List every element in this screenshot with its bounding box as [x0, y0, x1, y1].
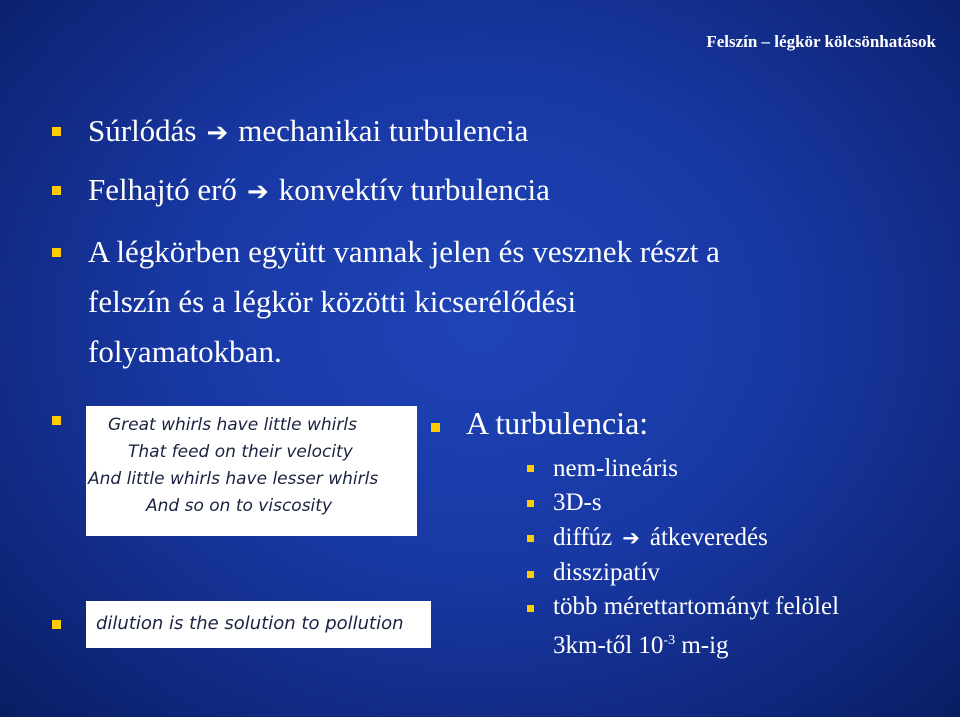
- friction-label: Súrlódás: [88, 113, 197, 148]
- quote-line-1: Great whirls have little whirls: [108, 415, 357, 435]
- convective-turbulence-label: konvektív turbulencia: [278, 172, 550, 207]
- sub-bullet-marker: [527, 605, 534, 612]
- bullet-marker: [431, 423, 440, 432]
- dilution-box: [86, 601, 431, 648]
- bullet-friction: [88, 106, 528, 158]
- sub-bullet-marker: [527, 535, 534, 542]
- turbulence-diffuse: [553, 521, 768, 555]
- bullet-marker: [52, 127, 61, 136]
- turbulence-title: A turbulencia:: [466, 405, 649, 441]
- sub-bullet-marker: [527, 571, 534, 578]
- right-arrow-icon: ➔: [206, 118, 229, 148]
- mechanical-turbulence-label: mechanikai turbulencia: [238, 113, 529, 148]
- turbulence-3d: 3D-s: [553, 489, 602, 516]
- bullet-marker: [52, 416, 61, 425]
- bullet-marker: [52, 248, 61, 257]
- quote-line-2: That feed on their velocity: [128, 442, 353, 462]
- dilution-text: dilution is the solution to pollution: [96, 613, 404, 634]
- bullet-atmosphere-line3: folyamatokban.: [88, 334, 282, 369]
- buoyancy-label: Felhajtó erő: [88, 172, 237, 207]
- right-arrow-icon: ➔: [622, 526, 640, 550]
- mixing-label: átkeveredés: [649, 524, 768, 551]
- bullet-atmosphere-line2: felszín és a légkör közötti kicserélődési: [88, 284, 577, 319]
- turbulence-dissipative: disszipatív: [553, 559, 660, 586]
- turbulence-scales: több mérettartományt felölel: [553, 593, 840, 620]
- turbulence-nonlinear: nem-lineáris: [553, 455, 678, 482]
- range-suffix: m-ig: [675, 632, 729, 659]
- range-exponent: -3: [663, 633, 676, 648]
- bullet-marker: [52, 620, 61, 629]
- slide-header: Felszín – légkör kölcsönhatások: [706, 32, 936, 51]
- right-arrow-icon: ➔: [246, 177, 269, 207]
- diffuse-label: diffúz: [553, 524, 613, 551]
- turbulence-range: [553, 624, 729, 663]
- bullet-marker: [52, 186, 61, 195]
- quote-line-3: And little whirls have lesser whirls: [88, 469, 379, 489]
- bullet-buoyancy: [88, 165, 550, 217]
- quote-line-4: And so on to viscosity: [146, 496, 333, 516]
- sub-bullet-marker: [527, 465, 534, 472]
- range-prefix: 3km-től 10: [553, 632, 664, 659]
- quote-box: [86, 406, 417, 536]
- bullet-atmosphere-line1: A légkörben együtt vannak jelen és vesznek részt a: [88, 234, 720, 269]
- sub-bullet-marker: [527, 500, 534, 507]
